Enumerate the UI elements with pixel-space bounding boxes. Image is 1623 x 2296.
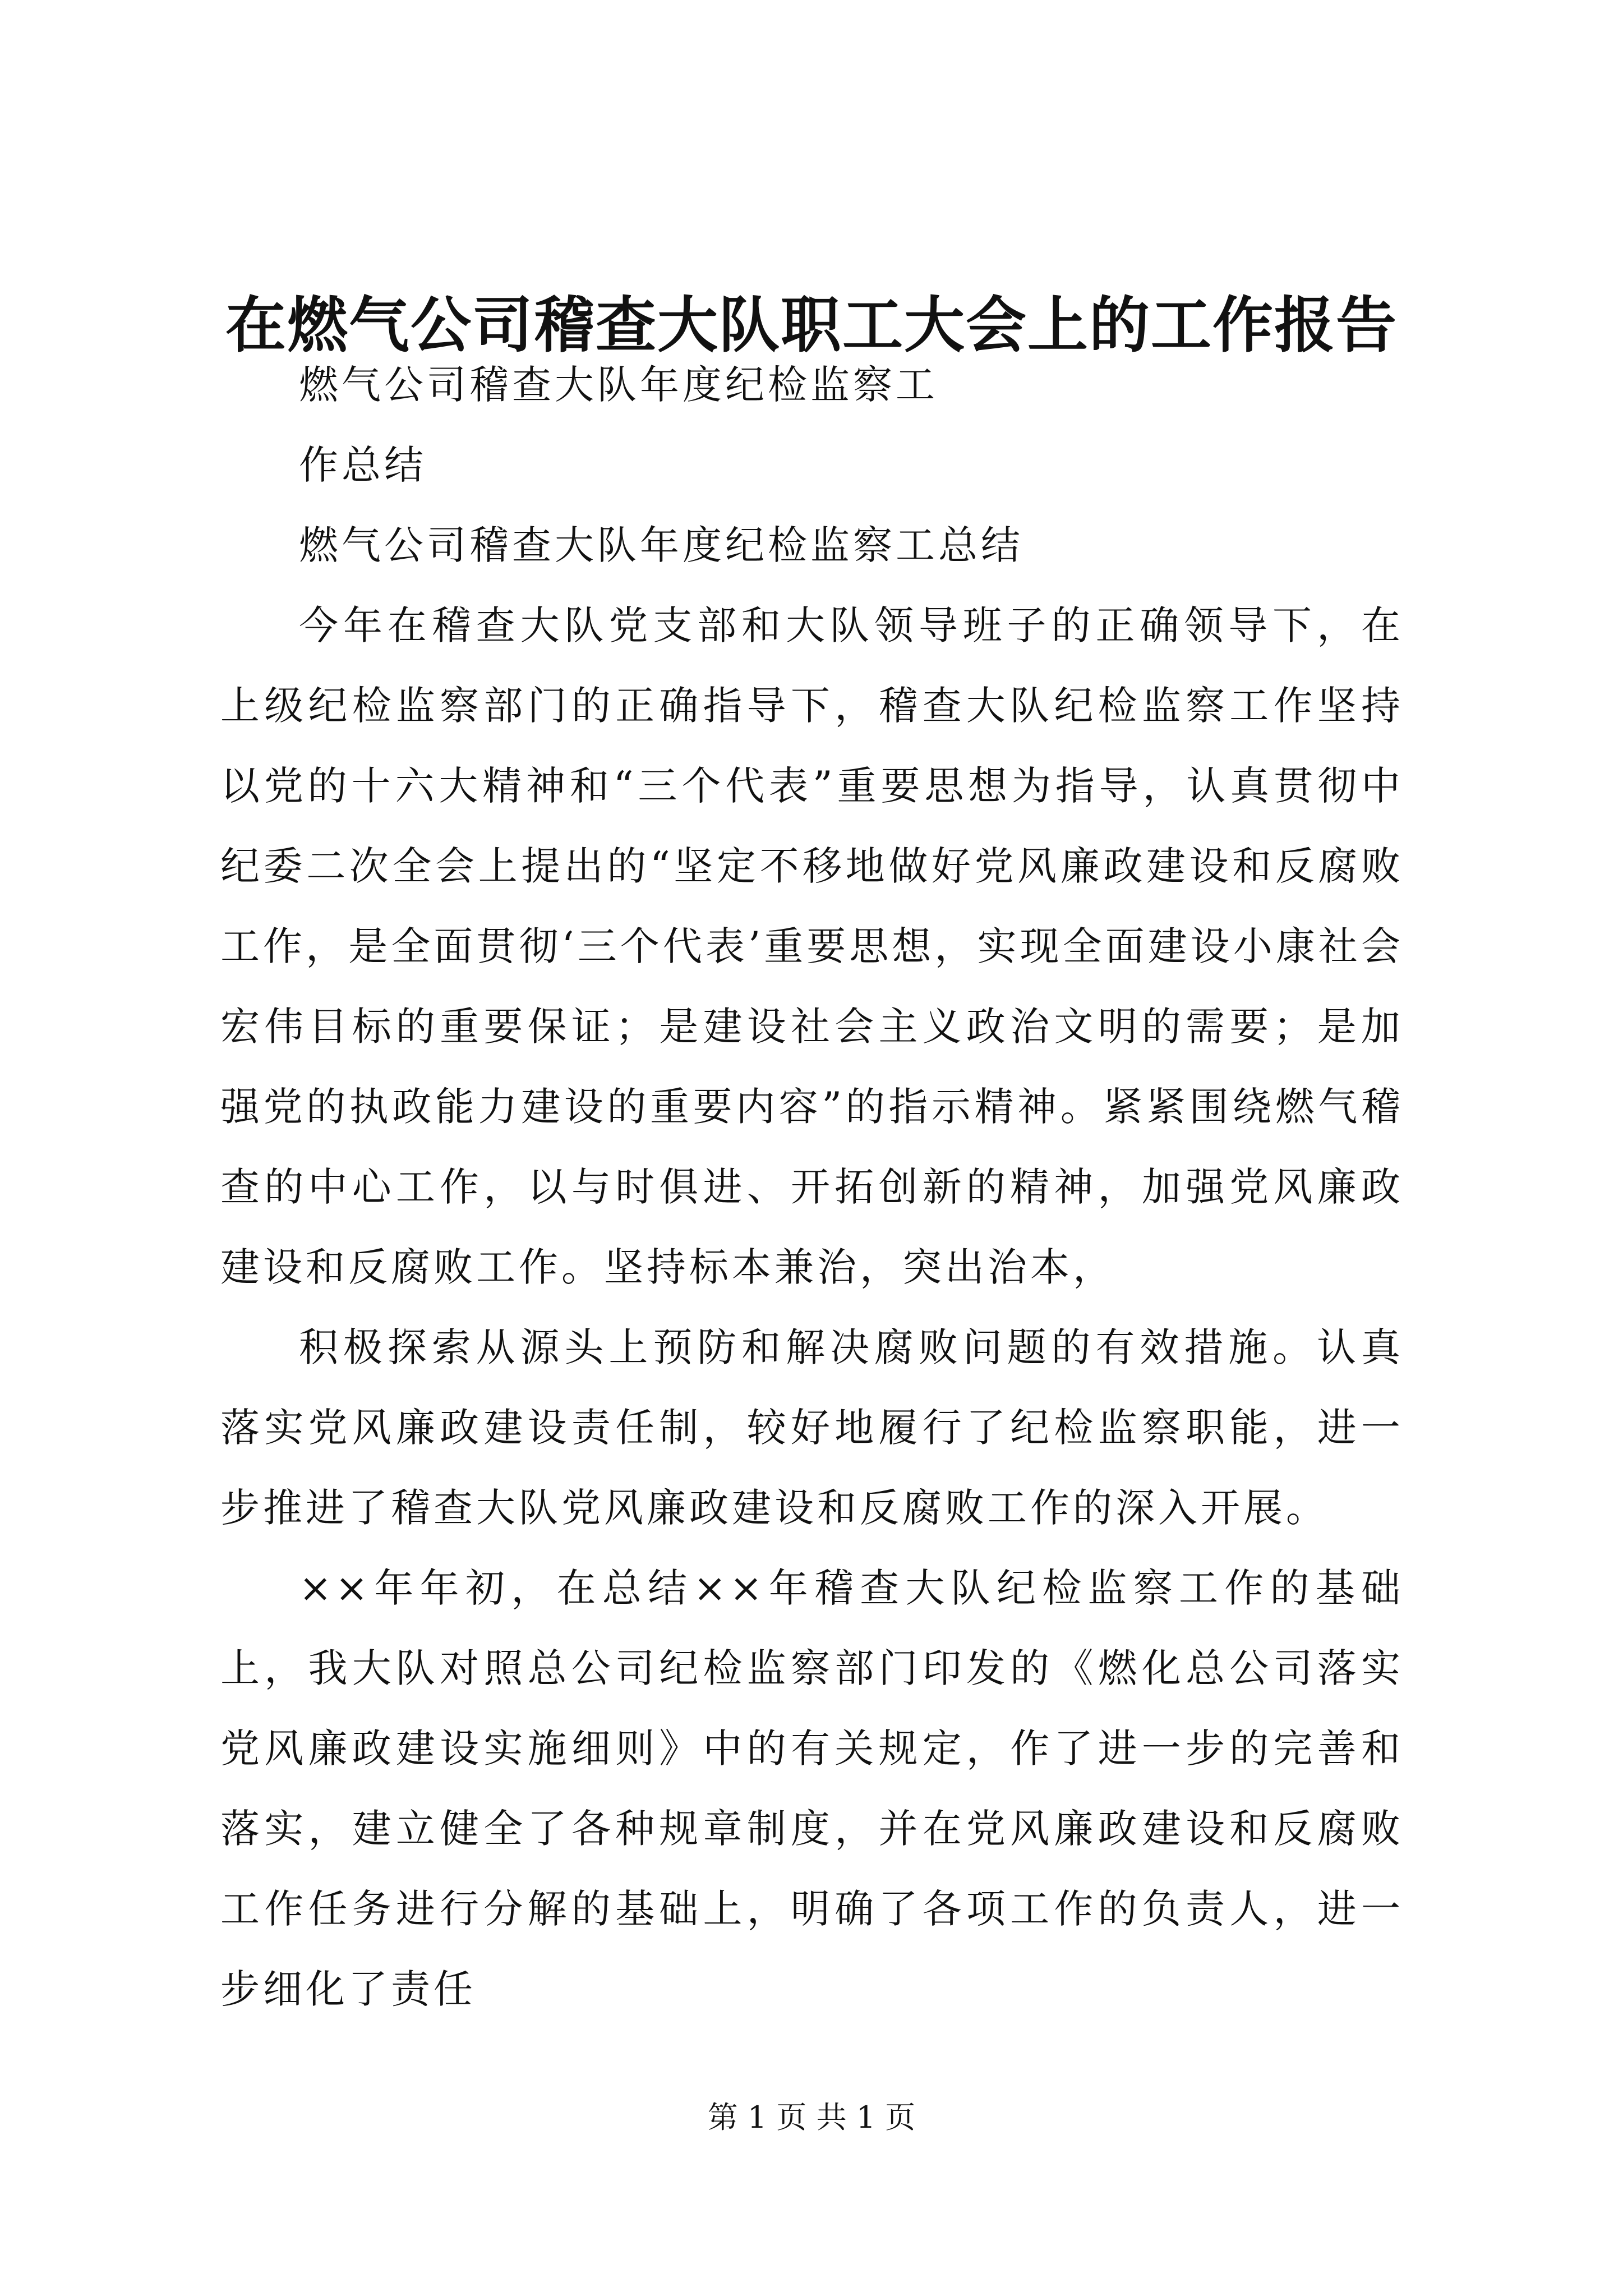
page-footer: 第 1 页 共 1 页	[707, 2100, 916, 2135]
paragraph-body-3: ××年年初，在总结××年稽查大队纪检监察工作的基础上，我大队对照总公司纪检监察部门印发的《燃化总公司落实党风廉政建设实施细则》中的有关规定，作了进一步的完善和落实，建立健全了各种规章制度，并在党风廉政建设和反腐败工作任务进行分解的基础上，明确了各项工作的负责人，进一步细化了责任	[220, 1565, 1404, 2012]
paragraph-heading-line-1: 燃气公司稽查大队年度纪检监察工	[299, 362, 938, 408]
paragraph-heading-line-2: 作总结	[299, 442, 427, 488]
paragraph-subtitle: 燃气公司稽查大队年度纪检监察工总结	[299, 522, 1023, 568]
paragraph-body-1: 今年在稽查大队党支部和大队领导班子的正确领导下，在上级纪检监察部门的正确指导下，稽查大队纪检监察工作坚持以党的十六大精神和“三个代表”重要思想为指导，认真贯彻中纪委二次全会上提出的“坚定不移地做好党风廉政建设和反腐败工作，是全面贯彻‘三个代表’重要思想，实现全面建设小康社会宏伟目标的重要保证；是建设社会主义政治文明的需要；是加强党的执政能力建设的重要内容”的指示精神。紧紧围绕燃气稽查的中心工作，以与时俱进、开拓创新的精神，加强党风廉政建设和反腐败工作。坚持标本兼治，突出治本，	[220, 602, 1404, 1290]
document-body	[220, 345, 1404, 2030]
paragraph-body-2: 积极探索从源头上预防和解决腐败问题的有效措施。认真落实党风廉政建设责任制，较好地履行了纪检监察职能，进一步推进了稽查大队党风廉政建设和反腐败工作的深入开展。	[220, 1324, 1404, 1531]
document-title: 在燃气公司稽查大队职工大会上的工作报告	[225, 290, 1398, 361]
